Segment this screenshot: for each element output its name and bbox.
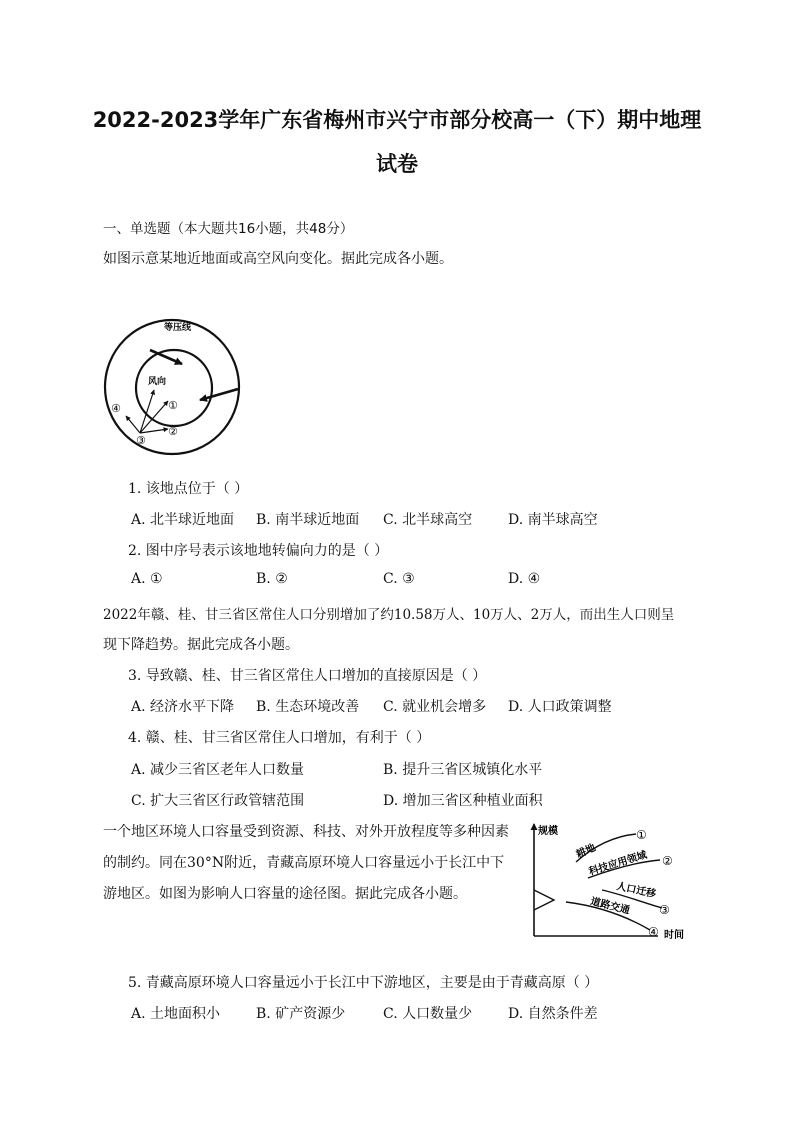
intro-paragraph-2-line-2: 现下降趋势。据此完成各小题。 [103,637,299,653]
lower-wind-arrow [200,389,238,400]
q1-option-b: B. 南半球近地面 [256,512,360,528]
title-line-1: 2022-2023学年广东省梅州市兴宁市部分校高一（下）期中地理 [92,108,702,132]
population-capacity-figure [518,818,698,946]
intro-paragraph-2-line-1: 2022年赣、桂、甘三省区常住人口分别增加了约10.58万人、10万人、2万人，而出生人口则呈 [103,607,675,623]
intro-paragraph-3-line-1: 一个地区环境人口容量受到资源、科技、对外开放程度等多种因素 [103,824,509,840]
curve-label-technology: 科技应用领域 [587,849,649,878]
q3-option-d: D. 人口政策调整 [508,699,612,715]
question-4: 4. 赣、桂、甘三省区常住人口增加，有利于（ ） [128,730,431,746]
vector-1 [140,401,168,433]
vector-3 [140,429,168,433]
q3-option-b: B. 生态环境改善 [256,699,360,715]
marker-4: ④ [111,402,121,415]
isobar-label: 等压线 [164,323,192,333]
q2-option-a: A. ① [131,571,163,587]
curve-marker-2: ② [662,854,673,868]
q5-option-a: A. 土地面积小 [131,1006,221,1022]
q2-option-b: B. ② [256,571,288,587]
marker-3: ③ [136,434,146,447]
x-axis-label: 时间 [664,930,684,941]
q3-option-a: A. 经济水平下降 [131,699,235,715]
exam-title [60,98,734,186]
marker-2: ② [168,425,178,438]
q4-option-d: D. 增加三省区种植业面积 [383,793,543,809]
question-3: 3. 导致赣、桂、甘三省区常住人口增加的直接原因是（ ） [128,668,487,684]
curve-marker-4: ④ [648,925,659,939]
q4-option-c: C. 扩大三省区行政管辖范围 [131,793,305,809]
q1-option-d: D. 南半球高空 [508,512,598,528]
wind-direction-figure [100,312,246,460]
curve-label-migration: 人口迁移 [615,881,657,901]
intro-paragraph-3-line-3: 游地区。如图为影响人口容量的途径图。据此完成各小题。 [103,886,467,902]
title-line-2: 试卷 [376,152,418,176]
curve-label-farmland: 耕地 [574,842,598,861]
y-axis-label: 规模 [538,826,558,837]
q1-option-c: C. 北半球高空 [383,512,473,528]
q2-option-d: D. ④ [508,571,541,587]
intro-paragraph-1: 如图示意某地近地面或高空风向变化。据此完成各小题。 [103,251,453,267]
q1-option-a: A. 北半球近地面 [131,512,235,528]
curve-marker-3: ③ [659,903,670,917]
bracket-mark [534,890,554,910]
q3-option-c: C. 就业机会增多 [383,699,487,715]
marker-1: ① [168,399,178,412]
intro-paragraph-3-line-2: 的制约。同在30°N附近，青藏高原环境人口容量远小于长江中下 [103,855,505,871]
curve-label-transport: 道路交通 [589,896,631,917]
q2-option-c: C. ③ [383,571,415,587]
question-5: 5. 青藏高原环境人口容量远小于长江中下游地区，主要是由于青藏高原（ ） [128,975,599,991]
question-1: 1. 该地点位于（ ） [128,481,249,497]
curve-marker-1: ① [636,828,647,842]
wind-label: 风向 [148,377,167,387]
question-2: 2. 图中序号表示该地地转偏向力的是（ ） [128,543,389,559]
q5-option-b: B. 矿产资源少 [256,1006,346,1022]
upper-wind-arrow [150,350,182,364]
vector-2 [140,390,154,433]
q5-option-d: D. 自然条件差 [508,1006,598,1022]
q4-option-b: B. 提升三省区城镇化水平 [383,762,543,778]
q5-option-c: C. 人口数量少 [383,1006,473,1022]
vector-4 [126,416,140,433]
q4-option-a: A. 减少三省区老年人口数量 [131,762,305,778]
section-heading: 一、单选题（本大题共16小题，共48分） [103,221,354,237]
